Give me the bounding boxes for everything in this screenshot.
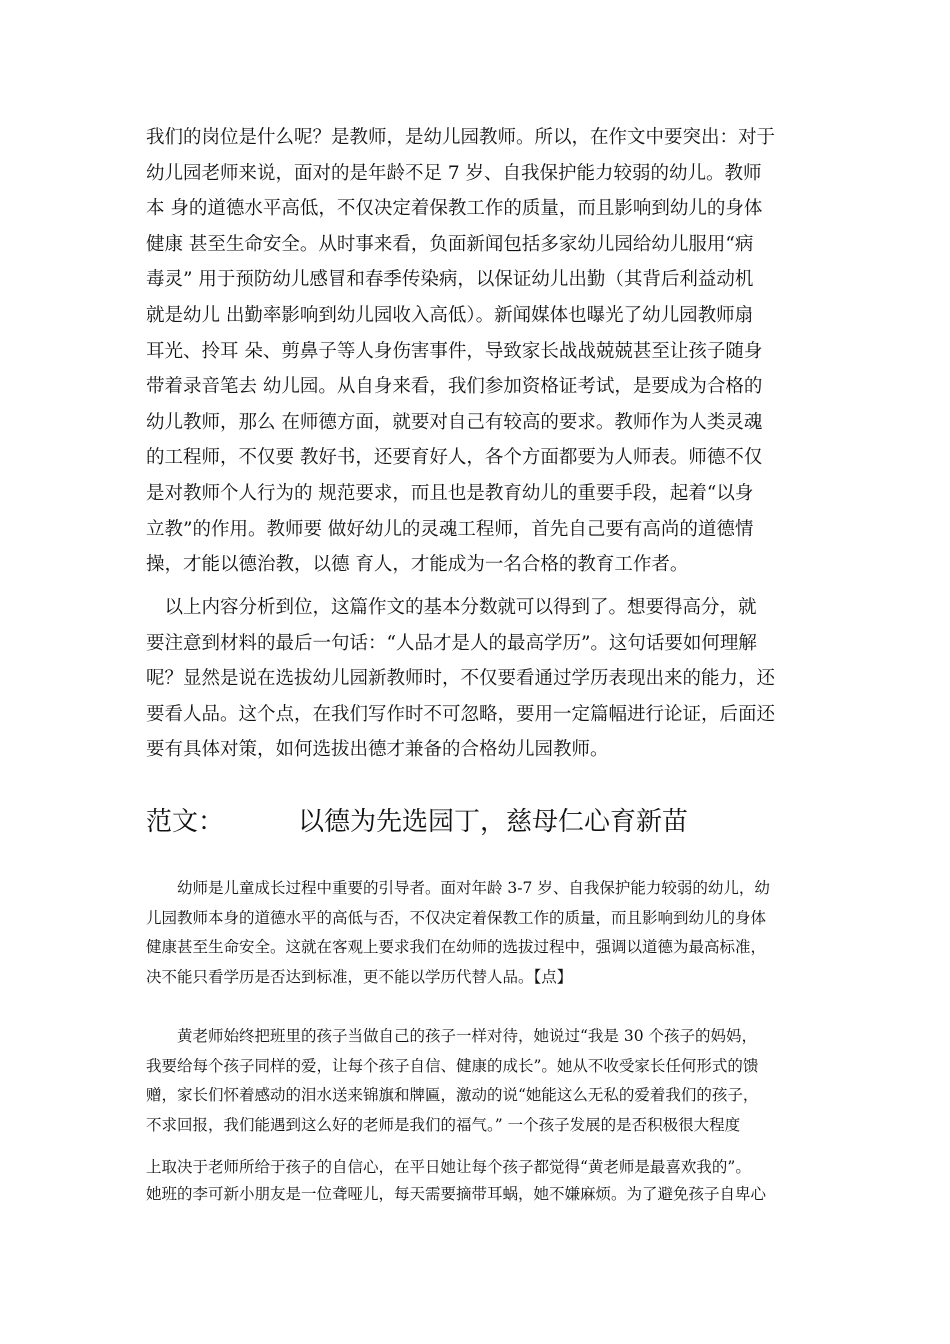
text-line: 就是幼儿 出勤率影响到幼儿园收入高低）。新闻媒体也曝光了幼儿园教师扇 bbox=[146, 304, 754, 326]
text-line: 呢？显然是说在选拔幼儿园新教师时，不仅要看通过学历表现出来的能力，还 bbox=[146, 668, 776, 689]
text-line: 黄老师始终把班里的孩子当做自己的孩子一样对待，她说过“我是 30 个孩子的妈妈， bbox=[146, 1027, 758, 1045]
text-line: 耳光、拎耳 朵、剪鼻子等人身伤害事件，导致家长战战兢兢甚至让孩子随身 bbox=[146, 340, 763, 362]
text-line: 我要给每个孩子同样的爱，让每个孩子自信、健康的成长”。她从不收受家长任何形式的馈 bbox=[146, 1056, 759, 1075]
text-line: 以上内容分析到位，这篇作文的基本分数就可以得到了。想要得高分，就 bbox=[146, 597, 757, 618]
text-line: 我们的岗位是什么呢？是教师，是幼儿园教师。所以，在作文中要突出：对于 bbox=[146, 127, 776, 148]
text-line: 毒灵” 用于预防幼儿感冒和春季传染病，以保证幼儿出勤（其背后利益动机 bbox=[146, 269, 754, 291]
text-line: 的工程师，不仅要 教好书，还要育好人，各个方面都要为人师表。师德不仅 bbox=[146, 447, 763, 469]
text-line: 赠，家长们怀着感动的泪水送来锦旗和牌匾，激动的说“她能这么无私的爱着我们的孩子， bbox=[146, 1086, 759, 1105]
essay-heading bbox=[146, 800, 688, 844]
text-line: 本 身的道德水平高低，不仅决定着保教工作的质量，而且影响到幼儿的身体 bbox=[146, 198, 763, 220]
text-line: 她班的李可新小朋友是一位聋哑儿，每天需要摘带耳蜗，她不嫌麻烦。为了避免孩子自卑心 bbox=[146, 1185, 767, 1203]
essay-paragraph-continued bbox=[146, 1154, 818, 1208]
heading-label: 范文： bbox=[146, 807, 225, 837]
text-line: 带着录音笔去 幼儿园。从自身来看，我们参加资格证考试，是要成为合格的 bbox=[146, 376, 763, 398]
essay-title: 以德为先选园丁，慈母仁心育新苗 bbox=[298, 807, 689, 837]
paragraph-scoring bbox=[146, 590, 806, 768]
text-line: 不求回报，我们能遇到这么好的老师是我们的福气。” 一个孩子发展的是否积极很大程度 bbox=[146, 1116, 741, 1135]
text-line: 幼儿教师，那么 在师德方面，就要对自己有较高的要求。教师作为人类灵魂 bbox=[146, 411, 763, 433]
text-line: 上取决于老师所给于孩子的自信心，在平日她让每个孩子都觉得“黄老师是最喜欢我的”。 bbox=[146, 1158, 751, 1176]
text-line: 要注意到材料的最后一句话：“人品才是人的最高学历”。这句话要如何理解 bbox=[146, 632, 757, 654]
text-line: 决不能只看学历是否达到标准，更不能以学历代替人品。【点】 bbox=[146, 967, 573, 986]
text-line: 幼师是儿童成长过程中重要的引导者。面对年龄 3-7 岁、自我保护能力较弱的幼儿，幼 bbox=[146, 879, 770, 897]
text-line: 要看人品。这个点，在我们写作时不可忽略，要用一定篇幅进行论证，后面还 bbox=[146, 703, 776, 725]
paragraph-analysis bbox=[146, 120, 806, 583]
essay-paragraph-example bbox=[146, 1022, 818, 1141]
essay-paragraph-intro bbox=[146, 874, 818, 992]
text-line: 健康甚至生命安全。这就在客观上要求我们在幼师的选拔过程中，强调以道德为最高标准， bbox=[146, 938, 767, 957]
text-line: 幼儿园老师来说，面对的是年龄不足 7 岁、自我保护能力较弱的幼儿。教师 bbox=[146, 162, 762, 184]
text-line: 儿园教师本身的道德水平的高低与否，不仅决定着保教工作的质量，而且影响到幼儿的身体 bbox=[146, 908, 767, 927]
text-line: 操，才能以德治教，以德 育人，才能成为一名合格的教育工作者。 bbox=[146, 554, 689, 576]
text-line: 健康 甚至生命安全。从时事来看，负面新闻包括多家幼儿园给幼儿服用“病 bbox=[146, 233, 754, 255]
text-line: 要有具体对策，如何选拔出德才兼备的合格幼儿园教师。 bbox=[146, 739, 609, 760]
text-line: 是对教师个人行为的 规范要求，而且也是教育幼儿的重要手段，起着“以身 bbox=[146, 482, 754, 504]
text-line: 立教”的作用。教师要 做好幼儿的灵魂工程师，首先自己要有高尚的道德情 bbox=[146, 518, 754, 540]
